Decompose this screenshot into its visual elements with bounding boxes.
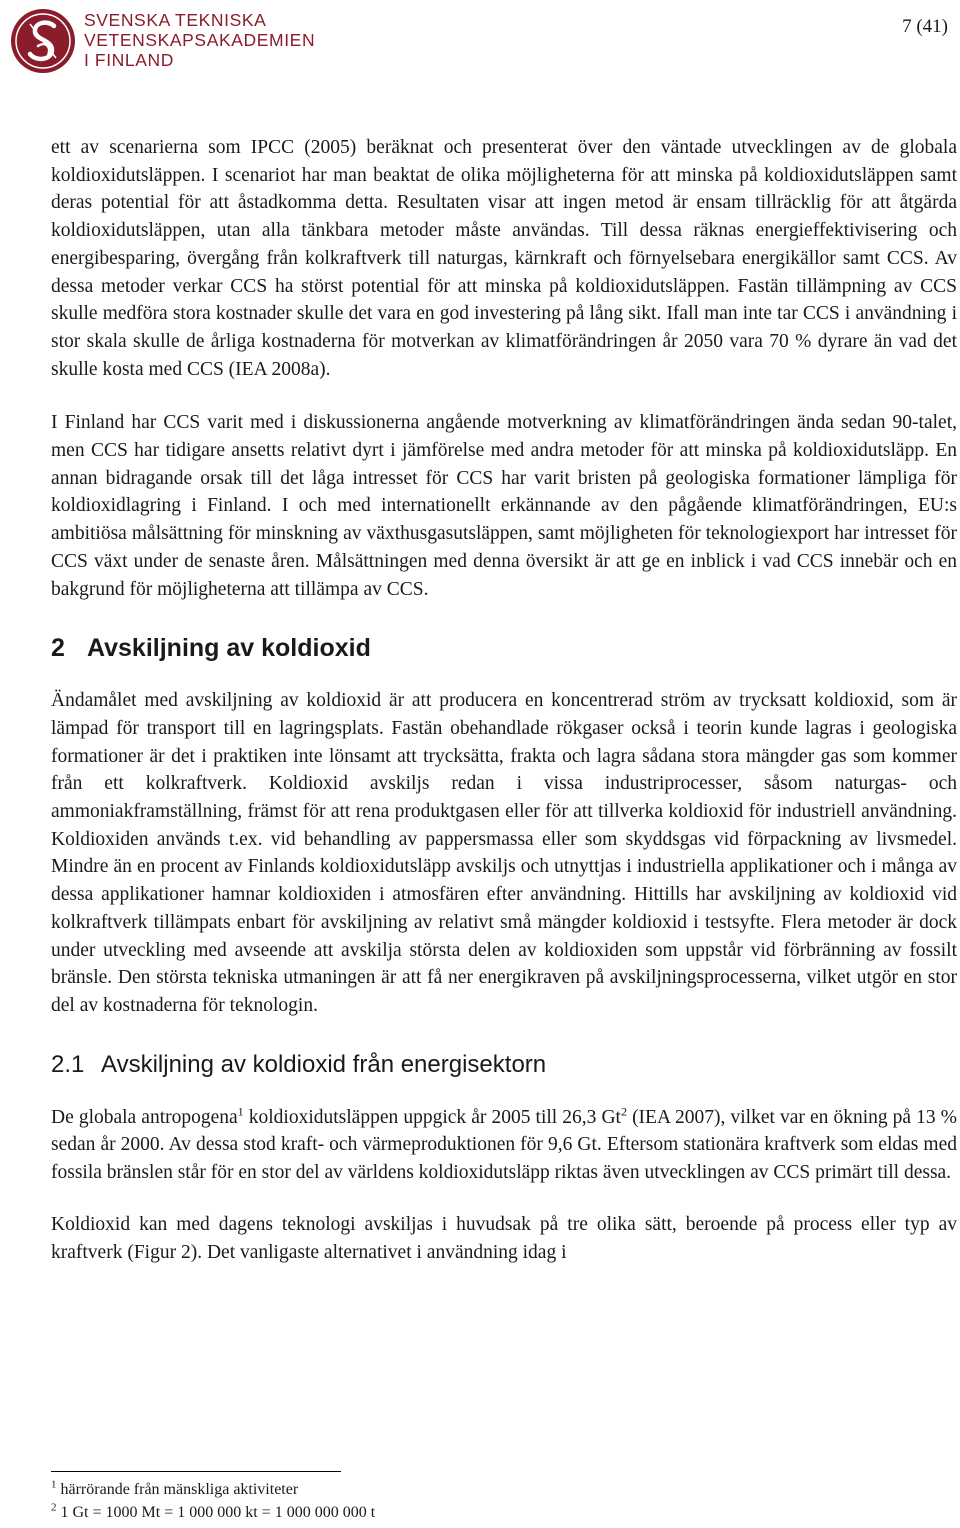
page-body [51,134,957,1266]
section-2-paragraph-1: Ändamålet med avskiljning av koldioxid är att producera en koncentrerad ström av trycksatt koldioxid, som är lämpad för transport till en lagringsplats. Fastän obehandlade rökgaser också i teorin kunde lagras i geologiska formationer är det i praktiken inte lönsamt att trycksätta, frakta och lagra sådana stora mängder gas som kommer från ett kolkraftverk. Koldioxid avskiljs redan i vissa industriprocesser, såsom naturgas- och ammoniakframställning, främst för att rena produktgasen eller för att tillverka koldioxid för industriell användning. Koldioxiden används t.ex. vid behandling av pappersmassa eller som skyddsgas vid förpackning av livsmedel. Mindre än en procent av Finlands koldioxidutsläpp avskiljs och utnyttjas i industriella applikationer och i många av dessa applikationer hamnar koldioxiden i atmosfären efter användning. Hittills har avskiljning av koldioxid vid kolkraftverk tillämpats enbart för avskiljning av relativt små mängder koldioxid i testsyfte. Flera metoder är dock under utveckling med avseende att avskilja största delen av koldioxiden som uppstår vid förbränning av fossilt bränsle. Den största tekniska utmaningen är att få ner energikraven på avskiljningsprocesserna, vilket utgör en stor del av kostnaderna för teknologin. [51,690,957,1016]
academy-logo-icon [8,6,78,76]
footnote-1-text: härrörande från mänskliga aktiviteter [56,1481,299,1498]
section-2-heading [51,633,957,663]
footnotes [51,1478,375,1524]
section-2-1-paragraph-2: Koldioxid kan med dagens teknologi avskiljas i huvudsak på tre olika sätt, beroende på process eller typ av kraftverk (Figur 2). Det vanligaste alternativet i användning idag i [51,1213,957,1263]
footnote-ref-2: 2 [620,1104,627,1119]
section-2-1-heading [51,1050,957,1080]
footnote-1-mark: 1 [51,1478,57,1491]
logo-line-2: VETENSKAPSAKADEMIEN [84,30,316,50]
footnote-ref-1: 1 [237,1104,244,1119]
page-header [0,0,960,90]
academy-logo-text [84,10,315,70]
intro-paragraph-1: ett av scenarierna som IPCC (2005) beräknat och presenterat över den väntade utvecklingen av de globala koldioxidutsläppen. I scenariot har man beaktat de olika möjligheterna för att minska på koldioxidutsläppen samt deras potential för att åstadkomma detta. Resultaten visar att ingen metod är ensam tillräcklig för att åtgärda koldioxidutsläppen, utan alla tänkbara metoder måste användas. Till dessa räknas energieffektivisering och energibesparing, övergång från kolkraftverk till naturgas, kärnkraft och förnyelsebara energikällor samt CCS. Av dessa metoder verkar CCS ha störst potential för att minska på koldioxidutsläppen. Fastän tillämpning av CCS skulle medföra stora kostnader skulle det vara en god investering på lång sikt. Ifall man inte tar CCS i användning i stor skala skulle de årliga kostnaderna för motverkan av klimatförändringen år 2050 vara 70 % dyrare än vad det skulle kosta med CCS (IEA 2008a). [51,137,957,380]
section-2-1-number: 2.1 [51,1050,85,1078]
footnote-2-text: 1 Gt = 1000 Mt = 1 000 000 kt = 1 000 000 000 t [56,1504,376,1521]
paragraph-text-c: (IEA 2007), vilket var en ökning på 13 % sedan år 2000. Av dessa stod kraft- och värmeproduktionen för 9,6 Gt. Eftersom stationära kraftverk som eldas med fossila bränslen står för en stor del av världens koldioxidutsläpp riktas även utvecklingen av CCS primärt till dessa. [51,1106,957,1184]
page-number: 7 (41) [902,16,948,37]
footnote-2-mark: 2 [51,1501,57,1514]
footnote-2 [51,1501,375,1524]
section-2-number: 2 [51,634,65,663]
section-2-1-paragraph-1 [51,1104,957,1187]
logo-line-3: I FINLAND [84,50,174,70]
paragraph-text-b: koldioxidutsläppen uppgick år 2005 till 26,3 Gt [243,1106,621,1128]
logo-line-1: SVENSKA TEKNISKA [84,10,267,30]
footnote-1 [51,1478,375,1501]
paragraph-text-a: De globala antropogena [51,1106,238,1128]
section-2-title: Avskiljning av koldioxid [87,634,371,663]
footnote-divider [51,1471,341,1472]
intro-paragraph-2: I Finland har CCS varit med i diskussionerna angående motverkning av klimatförändringen ända sedan 90-talet, men CCS har tidigare ansetts relativt dyrt i jämförelse med andra metoder för att minska på koldioxidutsläpp. En annan bidragande orsak till det låga intresset för CCS har varit bristen på geologiska formationer lämpliga för koldioxidlagring i Finland. I och med internationellt erkännande av den pågående klimatförändringen, EU:s ambitiösa målsättning för minskning av växthusgasutsläppen, samt möjligheten för teknologiexport har intresset för CCS växt under de senaste åren. Målsättningen med denna översikt är att ge en inblick i vad CCS innebär och en bakgrund för möjligheterna att tillämpa av CCS. [51,412,957,600]
section-2-1-title: Avskiljning av koldioxid från energisektorn [101,1050,547,1078]
